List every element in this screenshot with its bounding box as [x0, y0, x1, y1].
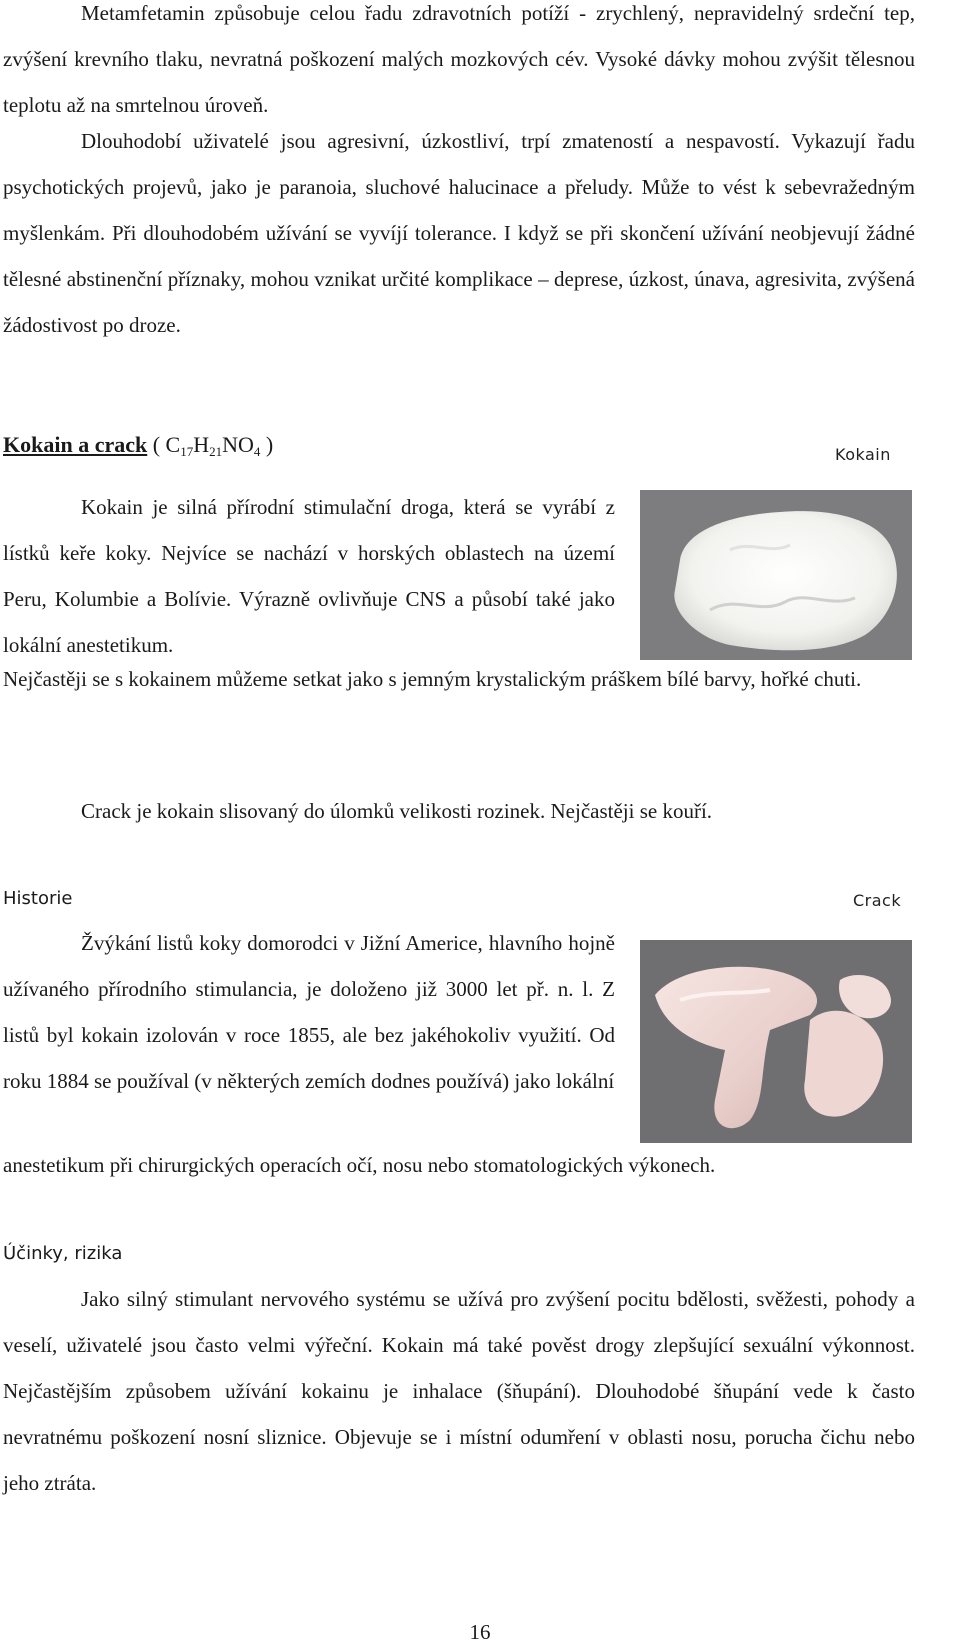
section-heading-kokain: [3, 432, 273, 458]
formula-close: ): [260, 432, 274, 457]
formula-no: NO: [222, 432, 254, 457]
formula-sub-21: 21: [209, 444, 223, 459]
section-title-historie: Historie: [3, 888, 73, 909]
formula-h: H: [193, 432, 210, 457]
kokain-image-caption: Kokain: [835, 445, 891, 464]
crack-photo: [640, 940, 912, 1143]
paragraph-crack: Crack je kokain slisovaný do úlomků velikosti rozinek. Nejčastěji se kouří.: [81, 799, 713, 823]
paragraph-kokain-intro: Kokain je silná přírodní stimulační droga, která se vyrábí z lístků keře koky. Nejvíce se nachází v horských oblastech na území Peru, Kolumbie a Bolívie. Výrazně ovlivňuje CNS a působí také jako lokální anestetikum.: [3, 495, 615, 657]
formula-open: ( C: [147, 432, 181, 457]
crack-image-caption: Crack: [853, 891, 902, 910]
paragraph-long-term-users: Dlouhodobí uživatelé jsou agresivní, úzkostliví, trpí zmateností a nespavostí. Vykazují řadu psychotických projevů, jako je paranoia, sluchové halucinace a přeludy. Může to vést k sebevražedným myšlenkám. Při dlouhodobém užívání se vyvíjí tolerance. I když se při skončení užívání neobjevují žádné tělesné abstinenční příznaky, mohou vznikat určité komplikace – deprese, úzkost, únava, agresivita, zvýšená žádostivost po droze.: [3, 129, 915, 337]
paragraph-ucinky: Jako silný stimulant nervového systému se užívá pro zvýšení pocitu bdělosti, svěžesti, pohody a veselí, uživatelé jsou často velmi výřeční. Kokain má také pověst drogy zlepšující sexuální výkonnost. Nejčastějším způsobem užívání kokainu je inhalace (šňupání). Dlouhodobé šňupání vede k často nevratnému poškození nosní sliznice. Objevuje se i místní odumření v oblasti nosu, porucha čichu nebo jeho ztráta.: [3, 1287, 915, 1495]
paragraph-historie: Žvýkání listů koky domorodci v Jižní Americe, hlavního hojně užívaného přírodního stimulancia, je doloženo již 3000 let př. n. l. Z listů byl kokain izolován v roce 1855, ale bez jakéhokoliv využití. Od roku 1884 se používal (v některých zemích dodnes používá) jako lokální: [3, 931, 615, 1093]
kokain-photo: [640, 490, 912, 660]
paragraph-kokain-powder: Nejčastěji se s kokainem můžeme setkat jako s jemným krystalickým práškem bílé barvy, hořké chuti.: [3, 667, 862, 691]
paragraph-metamfetamin-effects: Metamfetamin způsobuje celou řadu zdravotních potíží - zrychlený, nepravidelný srdeční tep, zvýšení krevního tlaku, nevratná poškození malých mozkových cév. Vysoké dávky mohou zvýšit tělesnou teplotu až na smrtelnou úroveň.: [3, 1, 915, 117]
formula-sub-17: 17: [180, 444, 194, 459]
formula-sub-4: 4: [253, 444, 261, 459]
section-title-ucinky: Účinky, rizika: [3, 1243, 123, 1264]
paragraph-historie-cont: anestetikum při chirurgických operacích očí, nosu nebo stomatologických výkonech.: [3, 1153, 716, 1177]
page-number: 16: [469, 1620, 491, 1644]
kokain-heading-title: Kokain a crack: [3, 432, 148, 457]
